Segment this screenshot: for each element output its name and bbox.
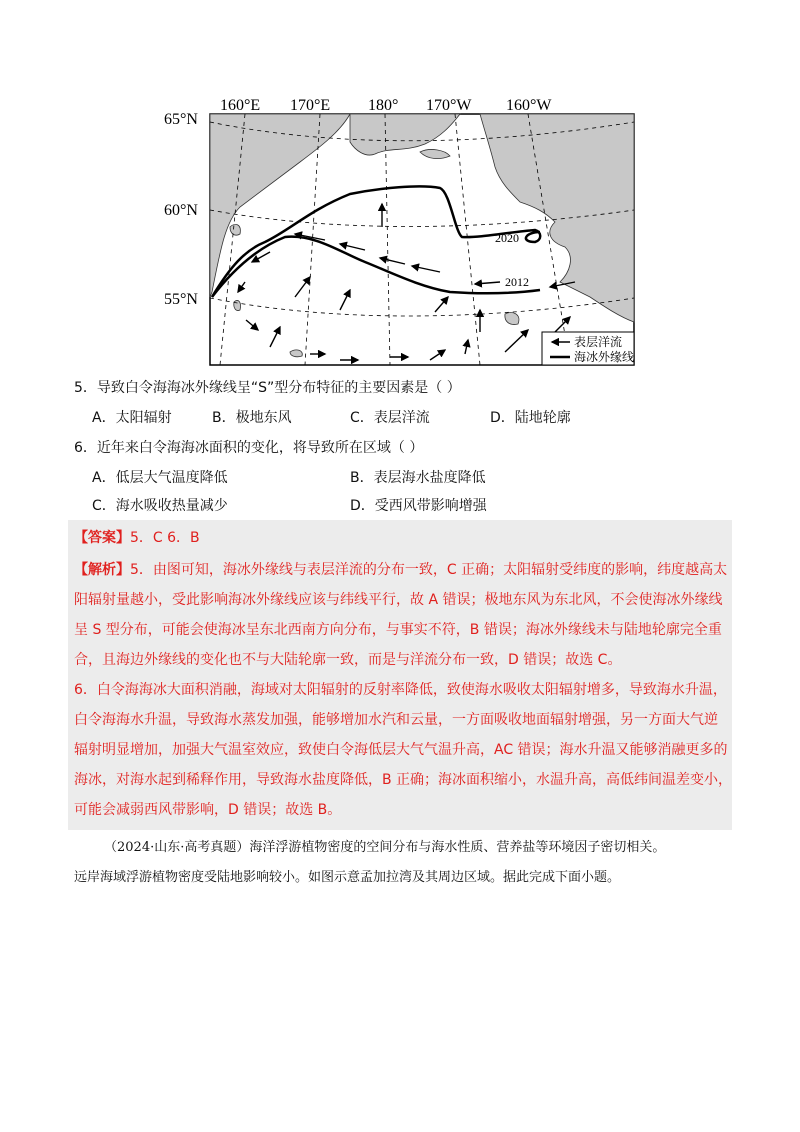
lon-label-170w: 170°W xyxy=(426,97,472,114)
q6-option-c: C．海水吸收热量减少 xyxy=(92,498,228,514)
legend-ice-label: 海冰外缘线 xyxy=(574,350,635,364)
label-2012: 2012 xyxy=(505,275,529,289)
island-commander xyxy=(234,300,241,310)
analysis-line-5: 6．白令海海冰大面积消融，海域对太阳辐射的反射率降低，致使海水吸收太阳辐射增多，导致海水升温， xyxy=(74,682,727,698)
analysis-line-7: 辐射明显增加，加强大气温室效应，致使白令海低层大气气温升高，AC 错误；海水升温又能够消融更多的 xyxy=(74,742,728,758)
q5-option-b: B．极地东风 xyxy=(212,410,292,426)
map-legend xyxy=(542,332,634,365)
intro-line-1: （2024·山东·高考真题）海洋浮游植物密度的空间分布与海水性质、营养盐等环境因子密切相关。 xyxy=(104,840,666,855)
q5-option-a: A．太阳辐射 xyxy=(92,410,172,426)
lat-label-60n: 60°N xyxy=(164,202,198,219)
legend-current-label: 表层洋流 xyxy=(574,335,623,349)
q6-option-d: D．受西风带影响增强 xyxy=(350,498,487,514)
analysis-line-1 xyxy=(74,560,727,580)
intro-line-2: 远岸海域浮游植物密度受陆地影响较小。如图示意孟加拉湾及其周边区域。据此完成下面小题。 xyxy=(74,870,621,885)
analysis-line-8: 海冰，对海水起到稀释作用，导致海水盐度降低，B 正确；海冰面积缩小，水温升高，高低纬间温差变小， xyxy=(74,772,733,788)
label-2020: 2020 xyxy=(495,231,519,245)
q5-option-d: D．陆地轮廓 xyxy=(490,410,571,426)
lon-label-180: 180° xyxy=(368,97,399,114)
answer-text: 5．C 6．B xyxy=(130,530,200,546)
analysis-line-4: 合，且海边外缘线的变化也不与大陆轮廓一致，而是与洋流分布一致，D 错误；故选 C。 xyxy=(74,652,622,668)
bering-sea-map xyxy=(150,92,650,370)
analysis-line-9: 可能会减弱西风带影响，D 错误；故选 B。 xyxy=(74,802,342,818)
island-aleutian-1 xyxy=(290,350,302,357)
question-6-stem: 6．近年来白令海海冰面积的变化，将导致所在区域（ ） xyxy=(74,440,424,456)
analysis-text: 5．由图可知，海冰外缘线与表层洋流的分布一致，C 正确；太阳辐射受纬度的影响，纬度越高太 xyxy=(130,562,728,578)
q5-option-c: C．表层洋流 xyxy=(350,410,430,426)
lon-label-160e: 160°E xyxy=(220,97,261,114)
analysis-line-2: 阳辐射量越小，受此影响海冰外缘线应该与纬线平行，故 A 错误；极地东风为东北风，不会使海冰外缘线 xyxy=(74,592,723,608)
q6-option-a: A．低层大气温度降低 xyxy=(92,470,228,486)
question-5-stem: 5．导致白令海海冰外缘线呈“S”型分布特征的主要因素是（ ） xyxy=(74,380,461,396)
lat-label-65n: 65°N xyxy=(164,111,198,128)
lon-label-170e: 170°E xyxy=(290,97,331,114)
analysis-line-3: 呈 S 型分布，可能会使海冰呈东北西南方向分布，与事实不符，B 错误；海冰外缘线未与陆地轮廓完全重 xyxy=(74,622,722,638)
analysis-label: 【解析】 xyxy=(74,562,130,578)
analysis-line-6: 白令海海水升温，导致海水蒸发加强，能够增加水汽和云量，一方面吸收地面辐射增强，另一方面大气逆 xyxy=(74,712,718,728)
answer-line xyxy=(74,528,200,548)
map-svg xyxy=(150,92,650,370)
answer-label: 【答案】 xyxy=(74,530,130,546)
lon-label-160w: 160°W xyxy=(506,97,552,114)
lat-label-55n: 55°N xyxy=(164,291,198,308)
q6-option-b: B．表层海水盐度降低 xyxy=(350,470,486,486)
